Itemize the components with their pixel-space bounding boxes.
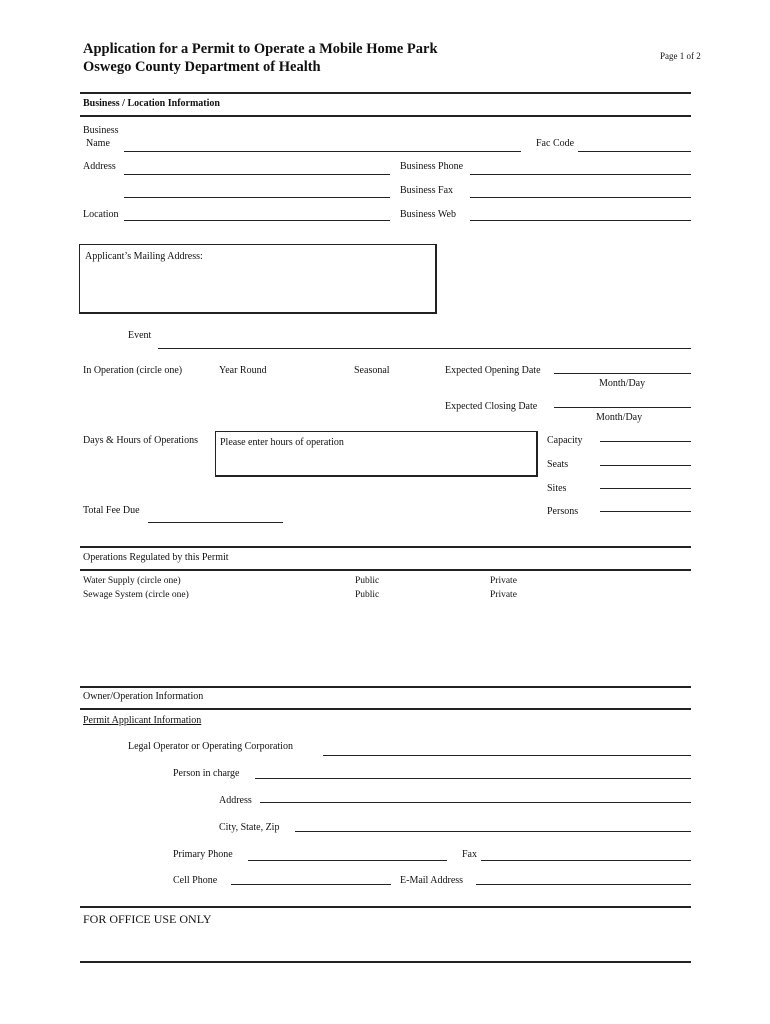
business-phone-label: Business Phone <box>400 161 464 172</box>
closing-month-day-hint: Month/Day <box>596 412 643 423</box>
water-private-option[interactable]: Private <box>490 576 517 586</box>
office-use-label: FOR OFFICE USE ONLY <box>83 912 212 926</box>
regulated-section-title: Operations Regulated by this Permit <box>83 552 229 563</box>
business-name-field[interactable] <box>124 151 521 152</box>
location-field[interactable] <box>124 220 390 221</box>
address-field-1[interactable] <box>124 174 390 175</box>
business-name-label-2: Name <box>86 138 110 149</box>
sites-label: Sites <box>547 483 567 494</box>
total-fee-field[interactable] <box>148 522 283 523</box>
opening-date-field[interactable] <box>554 373 691 374</box>
section-divider <box>80 569 691 571</box>
fac-code-field[interactable] <box>578 151 691 152</box>
cell-phone-field[interactable] <box>231 884 391 885</box>
form-title: Application for a Permit to Operate a Mobile Home Park <box>83 41 438 57</box>
business-web-field[interactable] <box>470 220 691 221</box>
business-section-title: Business / Location Information <box>83 98 220 109</box>
total-fee-label: Total Fee Due <box>83 505 140 516</box>
mailing-address-box[interactable] <box>79 244 437 314</box>
seats-field[interactable] <box>600 465 691 466</box>
section-divider <box>80 708 691 710</box>
capacity-label: Capacity <box>547 435 583 446</box>
owner-fax-field[interactable] <box>481 860 691 861</box>
sewage-public-option[interactable]: Public <box>355 590 380 600</box>
hours-placeholder: Please enter hours of operation <box>220 437 344 448</box>
applicant-subsection-title: Permit Applicant Information <box>83 715 202 726</box>
section-divider <box>80 115 691 117</box>
sewage-system-label: Sewage System (circle one) <box>83 590 189 600</box>
owner-section-title: Owner/Operation Information <box>83 691 204 702</box>
persons-label: Persons <box>547 506 579 517</box>
in-operation-label: In Operation (circle one) <box>83 365 183 376</box>
legal-operator-field[interactable] <box>323 755 691 756</box>
primary-phone-label: Primary Phone <box>173 849 233 860</box>
business-web-label: Business Web <box>400 209 456 220</box>
department-title: Oswego County Department of Health <box>83 59 321 75</box>
city-state-zip-field[interactable] <box>295 831 691 832</box>
capacity-field[interactable] <box>600 441 691 442</box>
owner-fax-label: Fax <box>462 849 477 860</box>
email-label: E-Mail Address <box>400 875 464 886</box>
bottom-divider <box>80 961 691 963</box>
fac-code-label: Fac Code <box>536 138 575 149</box>
primary-phone-field[interactable] <box>248 860 447 861</box>
persons-field[interactable] <box>600 511 691 512</box>
hours-of-operation-box[interactable] <box>215 431 538 477</box>
closing-date-field[interactable] <box>554 407 691 408</box>
legal-operator-label: Legal Operator or Operating Corporation <box>128 741 293 752</box>
event-field[interactable] <box>158 348 691 349</box>
address-label: Address <box>83 161 116 172</box>
sites-field[interactable] <box>600 488 691 489</box>
opening-month-day-hint: Month/Day <box>599 378 646 389</box>
sewage-private-option[interactable]: Private <box>490 590 517 600</box>
seasonal-option[interactable]: Seasonal <box>354 365 390 376</box>
mailing-address-label: Applicant’s Mailing Address: <box>85 251 203 262</box>
days-hours-label: Days & Hours of Operations <box>83 435 198 446</box>
business-phone-field[interactable] <box>470 174 691 175</box>
section-divider <box>80 686 691 688</box>
cell-phone-label: Cell Phone <box>173 875 218 886</box>
city-state-zip-label: City, State, Zip <box>219 822 280 833</box>
section-divider <box>80 92 691 94</box>
owner-address-field[interactable] <box>260 802 691 803</box>
location-label: Location <box>83 209 119 220</box>
business-fax-label: Business Fax <box>400 185 454 196</box>
opening-date-label: Expected Opening Date <box>445 365 541 376</box>
business-name-label: Business <box>83 125 119 136</box>
section-divider <box>80 546 691 548</box>
water-public-option[interactable]: Public <box>355 576 380 586</box>
page-number: Page 1 of 2 <box>660 51 701 61</box>
person-in-charge-field[interactable] <box>255 778 691 779</box>
section-divider <box>80 906 691 908</box>
address-field-2[interactable] <box>124 197 390 198</box>
event-label: Event <box>128 330 152 341</box>
water-supply-label: Water Supply (circle one) <box>83 576 181 586</box>
owner-address-label: Address <box>219 795 252 806</box>
email-field[interactable] <box>476 884 691 885</box>
business-fax-field[interactable] <box>470 197 691 198</box>
seats-label: Seats <box>547 459 569 470</box>
year-round-option[interactable]: Year Round <box>219 365 267 376</box>
closing-date-label: Expected Closing Date <box>445 401 538 412</box>
person-in-charge-label: Person in charge <box>173 768 240 779</box>
